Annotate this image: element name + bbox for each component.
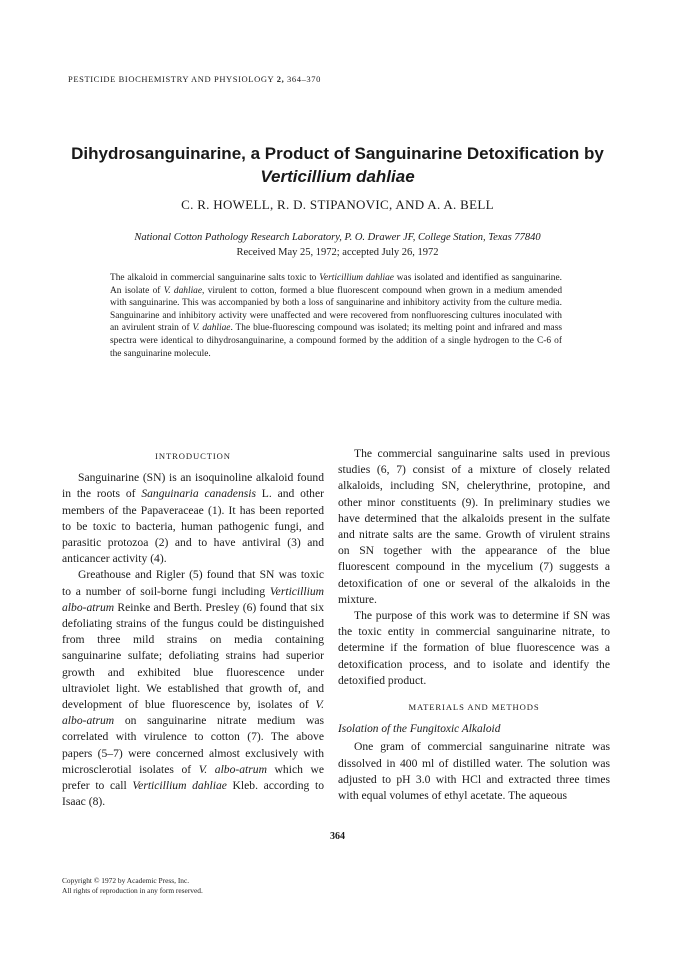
journal-pages: 364–370 (287, 74, 321, 84)
affiliation: National Cotton Pathology Research Laboratory, P. O. Drawer JF, College Station, Texas 77840 (134, 232, 541, 243)
intro-paragraph-4: The purpose of this work was to determine if SN was the toxic entity in commercial sanguinarine nitrate, to determine if the formation of blue fluorescence was a detoxification process, and to isolate and identify the detoxified product. (338, 609, 610, 687)
italic-run: Verticillium albo-atrum (62, 584, 324, 614)
text-run: which we prefer to call (62, 762, 324, 793)
copyright-line-2: All rights of reproduction in any form reserved. (62, 885, 203, 895)
right-column (338, 446, 610, 804)
title-line-1: Dihydrosanguinarine, a Product of Sanguinarine Detoxification by (71, 144, 604, 163)
abstract-text: . The blue-fluorescing compound was isolated; its melting point and infrared and mass spectra were identical to dihydrosanguinarine, a compound formed by the addition of a single hydrogen to the C-6 of the sanguinarine molecule. (110, 323, 562, 359)
paper-title (40, 142, 635, 188)
subsection-heading: Isolation of the Fungitoxic Alkaloid (338, 723, 501, 736)
italic-run: V. albo-atrum (62, 698, 324, 728)
abstract-italic: Verticillium dahliae (319, 273, 394, 283)
abstract-italic: V. dahliae (192, 323, 231, 334)
left-column (62, 446, 324, 810)
section-heading-introduction: INTRODUCTION (155, 451, 231, 461)
abstract-text: was isolated and identified as sanguinarine. An isolate of (110, 273, 562, 296)
text-run: L. and other members of the Papaveraceae (1). It has been reported to be toxic to bacteria, human pathogenic fungi, and parasitic protozoa (2) and to have antiviral (3) and anticancer activity (4). (62, 487, 324, 566)
text-run: on sanguinarine nitrate medium was correlated with virulence to cotton (7). The above papers (5–7) were concerned almost exclusively with microsclerotial isolates of (62, 714, 324, 776)
copyright-line-1: Copyright © 1972 by Academic Press, Inc. (62, 876, 190, 885)
abstract-text: The alkaloid in commercial sanguinarine salts toxic to (110, 273, 320, 283)
text-run: Kleb. according to Isaac (8). (62, 779, 325, 809)
text-run: Sanguinarine (SN) is an isoquinoline alkaloid found in the roots of (62, 471, 324, 501)
intro-paragraph-3: The commercial sanguinarine salts used in previous studies (6, 7) consist of a mixture of closely related alkaloids, including SN, chelerythrine, protopine, and other minor constituents (9). In preliminary studies we have determined that the alkaloids present in the sulfate and nitrate salts are the same. Growth of virulent strains on SN together with the appearance of the blue fluorescent compound in the mycelium (7) suggests a detoxification of one or several of the alkaloids in the mixture. (338, 447, 610, 606)
title-line-2: Verticillium dahliae (260, 167, 415, 186)
section-heading-materials-methods: MATERIALS AND METHODS (408, 702, 540, 713)
text-run: Reinke and Berth. Presley (6) found that six defoliating strains of the fungus could be distinguished from three mild strains on media containing sanguinarine sulfate; defoliating strains had superior growth and exhibited blue fluorescence under ultraviolet light. We established that growth of, and development of blue fluorescence by, isolates of (62, 600, 324, 712)
italic-run: Sanguinaria canadensis (141, 487, 256, 501)
abstract-italic: V. dahliae (163, 285, 203, 296)
abstract-text: , virulent to cotton, formed a blue fluorescent compound when grown in a medium amended with sanguinarine. This was accompanied by both a loss of sanguinarine and inhibitory activity from the culture media. Sanguinarine and inhibitory activity were unaffected and were recovered from nonfluorescing cultures inoculated with an avirulent strain of (110, 285, 563, 334)
text-run: Greathouse and Rigler (5) found that SN was toxic to a number of soil-borne fungi including (62, 568, 324, 598)
abstract (110, 272, 562, 360)
journal-header (68, 74, 321, 84)
journal-name: PESTICIDE BIOCHEMISTRY AND PHYSIOLOGY (68, 74, 274, 84)
authors: C. R. HOWELL, R. D. STIPANOVIC, AND A. A. BELL (181, 197, 494, 212)
italic-run: Verticillium dahliae (132, 779, 227, 793)
copyright-notice (62, 876, 203, 895)
received-dates: Received May 25, 1972; accepted July 26, 1972 (236, 247, 439, 258)
italic-run: V. albo-atrum (198, 762, 267, 776)
page-number: 364 (330, 831, 345, 842)
intro-paragraph-2 (62, 567, 324, 810)
journal-volume: 2, (276, 74, 285, 84)
intro-paragraph-1 (62, 470, 324, 567)
methods-paragraph-1: One gram of commercial sanguinarine nitrate was dissolved in 400 ml of distilled water. The solution was adjusted to pH 3.0 with HCl and extracted three times with equal volumes of ethyl acetate. The aqueous (338, 740, 610, 803)
